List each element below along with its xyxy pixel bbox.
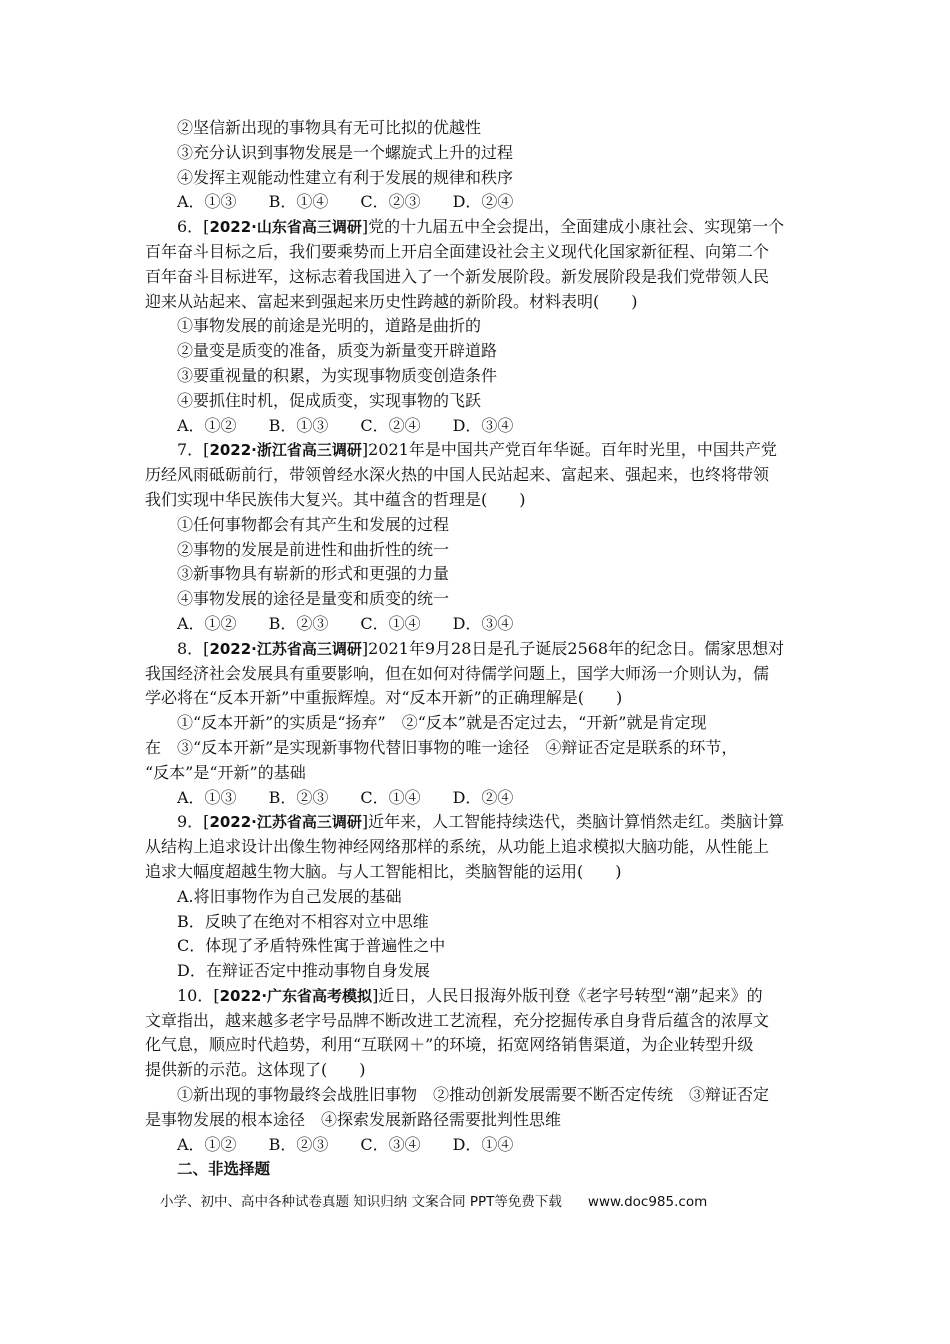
answer-a: A．①③ bbox=[177, 787, 237, 807]
question-text: 化气息，顺应时代趋势，利用“互联网＋”的环境，拓宽网络销售渠道，为企业转型升级 bbox=[145, 1035, 754, 1055]
page-footer bbox=[160, 1190, 707, 1210]
option-line: C．体现了矛盾特殊性寓于普遍性之中 bbox=[177, 936, 446, 956]
question-text: ]2021年是中国共产党百年华诞。百年时光里，中国共产党 bbox=[361, 440, 777, 460]
answer-b: B．②③ bbox=[268, 1134, 329, 1154]
option-line: ③新事物具有崭新的形式和更强的力量 bbox=[177, 564, 450, 584]
option-line: ①事物发展的前途是光明的，道路是曲折的 bbox=[177, 316, 482, 336]
answer-b: B．②③ bbox=[268, 787, 329, 807]
answer-a: A．①② bbox=[177, 1134, 237, 1154]
question-number: 6．[ bbox=[177, 217, 210, 237]
footer-url: www.doc985.com bbox=[587, 1194, 708, 1210]
question-text: 学必将在“反本开新”中重振辉煌。对“反本开新”的正确理解是( ) bbox=[145, 688, 623, 708]
option-line: “反本”是“开新”的基础 bbox=[145, 762, 306, 782]
answer-choices bbox=[145, 1133, 810, 1158]
question-number: 8．[ bbox=[177, 638, 210, 658]
option-line: ④发挥主观能动性建立有利于发展的规律和秩序 bbox=[177, 167, 514, 187]
answer-b: B．①③ bbox=[268, 415, 329, 435]
question-6-stem bbox=[145, 215, 810, 240]
question-number: 7．[ bbox=[177, 440, 210, 460]
question-text: ]近日，人民日报海外版刊登《老字号转型“潮”起来》的 bbox=[372, 985, 763, 1005]
option-line: 是事物发展的根本途径 ④探索发展新路径需要批判性思维 bbox=[145, 1109, 562, 1129]
question-source: 2022·江苏省高三调研 bbox=[209, 639, 362, 658]
question-text: ]近年来，人工智能持续迭代，类脑计算悄然走红。类脑计算 bbox=[361, 812, 785, 832]
answer-choices bbox=[145, 786, 810, 811]
question-text: 提供新的示范。这体现了( ) bbox=[145, 1060, 366, 1080]
question-text: 追求大幅度超越生物大脑。与人工智能相比，类脑智能的运用( ) bbox=[145, 861, 622, 881]
question-number: 9．[ bbox=[177, 812, 210, 832]
option-line: ①“反本开新”的实质是“扬弃” ②“反本”就是否定过去，“开新”就是肯定现 bbox=[177, 713, 707, 733]
option-line: D．在辩证否定中推动事物自身发展 bbox=[177, 961, 430, 981]
question-source: 2022·江苏省高三调研 bbox=[209, 813, 362, 832]
answer-c: C．①④ bbox=[360, 787, 421, 807]
question-source: 2022·浙江省高三调研 bbox=[209, 441, 362, 460]
option-line: ④要抓住时机，促成质变，实现事物的飞跃 bbox=[177, 390, 482, 410]
question-10-stem bbox=[145, 984, 810, 1009]
question-8-stem bbox=[145, 637, 810, 662]
option-line: ①新出现的事物最终会战胜旧事物 ②推动创新发展需要不断否定传统 ③辩证否定 bbox=[177, 1085, 770, 1105]
answer-choices bbox=[145, 414, 810, 439]
question-text: 文章指出，越来越多老字号品牌不断改进工艺流程，充分挖掘传承自身背后蕴含的浓厚文 bbox=[145, 1010, 770, 1030]
answer-a: A．①② bbox=[177, 613, 237, 633]
answer-d: D．③④ bbox=[452, 613, 514, 633]
question-text: 迎来从站起来、富起来到强起来历史性跨越的新阶段。材料表明( ) bbox=[145, 291, 638, 311]
question-text: 我们实现中华民族伟大复兴。其中蕴含的哲理是( ) bbox=[145, 489, 526, 509]
footer-text: 小学、初中、高中各种试卷真题 知识归纳 文案合同 PPT等免费下载 bbox=[160, 1194, 562, 1210]
answer-d: D．③④ bbox=[452, 415, 514, 435]
option-line: A.将旧事物作为自己发展的基础 bbox=[177, 886, 402, 906]
question-7-stem bbox=[145, 438, 810, 463]
answer-d: D．②④ bbox=[452, 192, 514, 212]
answer-c: C．①④ bbox=[360, 613, 421, 633]
answer-c: C．②④ bbox=[360, 415, 421, 435]
answer-c: C．②③ bbox=[360, 192, 421, 212]
question-text: ]2021年9月28日是孔子诞辰2568年的纪念日。儒家思想对 bbox=[361, 638, 785, 658]
question-text: 从结构上追求设计出像生物神经网络那样的系统，从功能上追求模拟大脑功能，从性能上 bbox=[145, 837, 770, 857]
answer-choices bbox=[145, 612, 810, 637]
option-line: ③充分认识到事物发展是一个螺旋式上升的过程 bbox=[177, 142, 514, 162]
option-line: ③要重视量的积累，为实现事物质变创造条件 bbox=[177, 365, 498, 385]
exam-page bbox=[145, 116, 810, 1182]
option-line: ②事物的发展是前进性和曲折性的统一 bbox=[177, 539, 450, 559]
option-line: 在 ③“反本开新”是实现新事物代替旧事物的唯一途径 ④辩证否定是联系的环节， bbox=[145, 737, 738, 757]
answer-choices bbox=[145, 190, 810, 215]
question-text: 历经风雨砥砺前行，带领曾经水深火热的中国人民站起来、富起来、强起来，也终将带领 bbox=[145, 465, 770, 485]
answer-b: B．②③ bbox=[268, 613, 329, 633]
question-number: 10．[ bbox=[177, 985, 220, 1005]
question-text: 百年奋斗目标进军，这标志着我国进入了一个新发展阶段。新发展阶段是我们党带领人民 bbox=[145, 266, 770, 286]
option-line: B．反映了在绝对不相容对立中思维 bbox=[177, 911, 429, 931]
option-line: ④事物发展的途径是量变和质变的统一 bbox=[177, 589, 450, 609]
answer-c: C．③④ bbox=[360, 1134, 421, 1154]
question-text: 百年奋斗目标之后，我们要乘势而上开启全面建设社会主义现代化国家新征程、向第二个 bbox=[145, 241, 770, 261]
question-source: 2022·山东省高三调研 bbox=[209, 218, 362, 237]
question-source: 2022·广东省高考模拟 bbox=[219, 986, 373, 1005]
option-line: ②量变是质变的准备，质变为新量变开辟道路 bbox=[177, 341, 498, 361]
question-9-stem bbox=[145, 810, 810, 835]
section-title: 二、非选择题 bbox=[177, 1160, 271, 1179]
answer-d: D．②④ bbox=[452, 787, 514, 807]
answer-a: A．①② bbox=[177, 415, 237, 435]
question-text: ]党的十九届五中全会提出，全面建成小康社会、实现第一个 bbox=[361, 217, 785, 237]
option-line: ②坚信新出现的事物具有无可比拟的优越性 bbox=[177, 118, 482, 137]
option-line: ①任何事物都会有其产生和发展的过程 bbox=[177, 514, 450, 534]
answer-b: B．①④ bbox=[268, 192, 329, 212]
answer-d: D．①④ bbox=[452, 1134, 514, 1154]
answer-a: A．①③ bbox=[177, 192, 237, 212]
question-text: 我国经济社会发展具有重要影响，但在如何对待儒学问题上，国学大师汤一介则认为，儒 bbox=[145, 663, 770, 683]
